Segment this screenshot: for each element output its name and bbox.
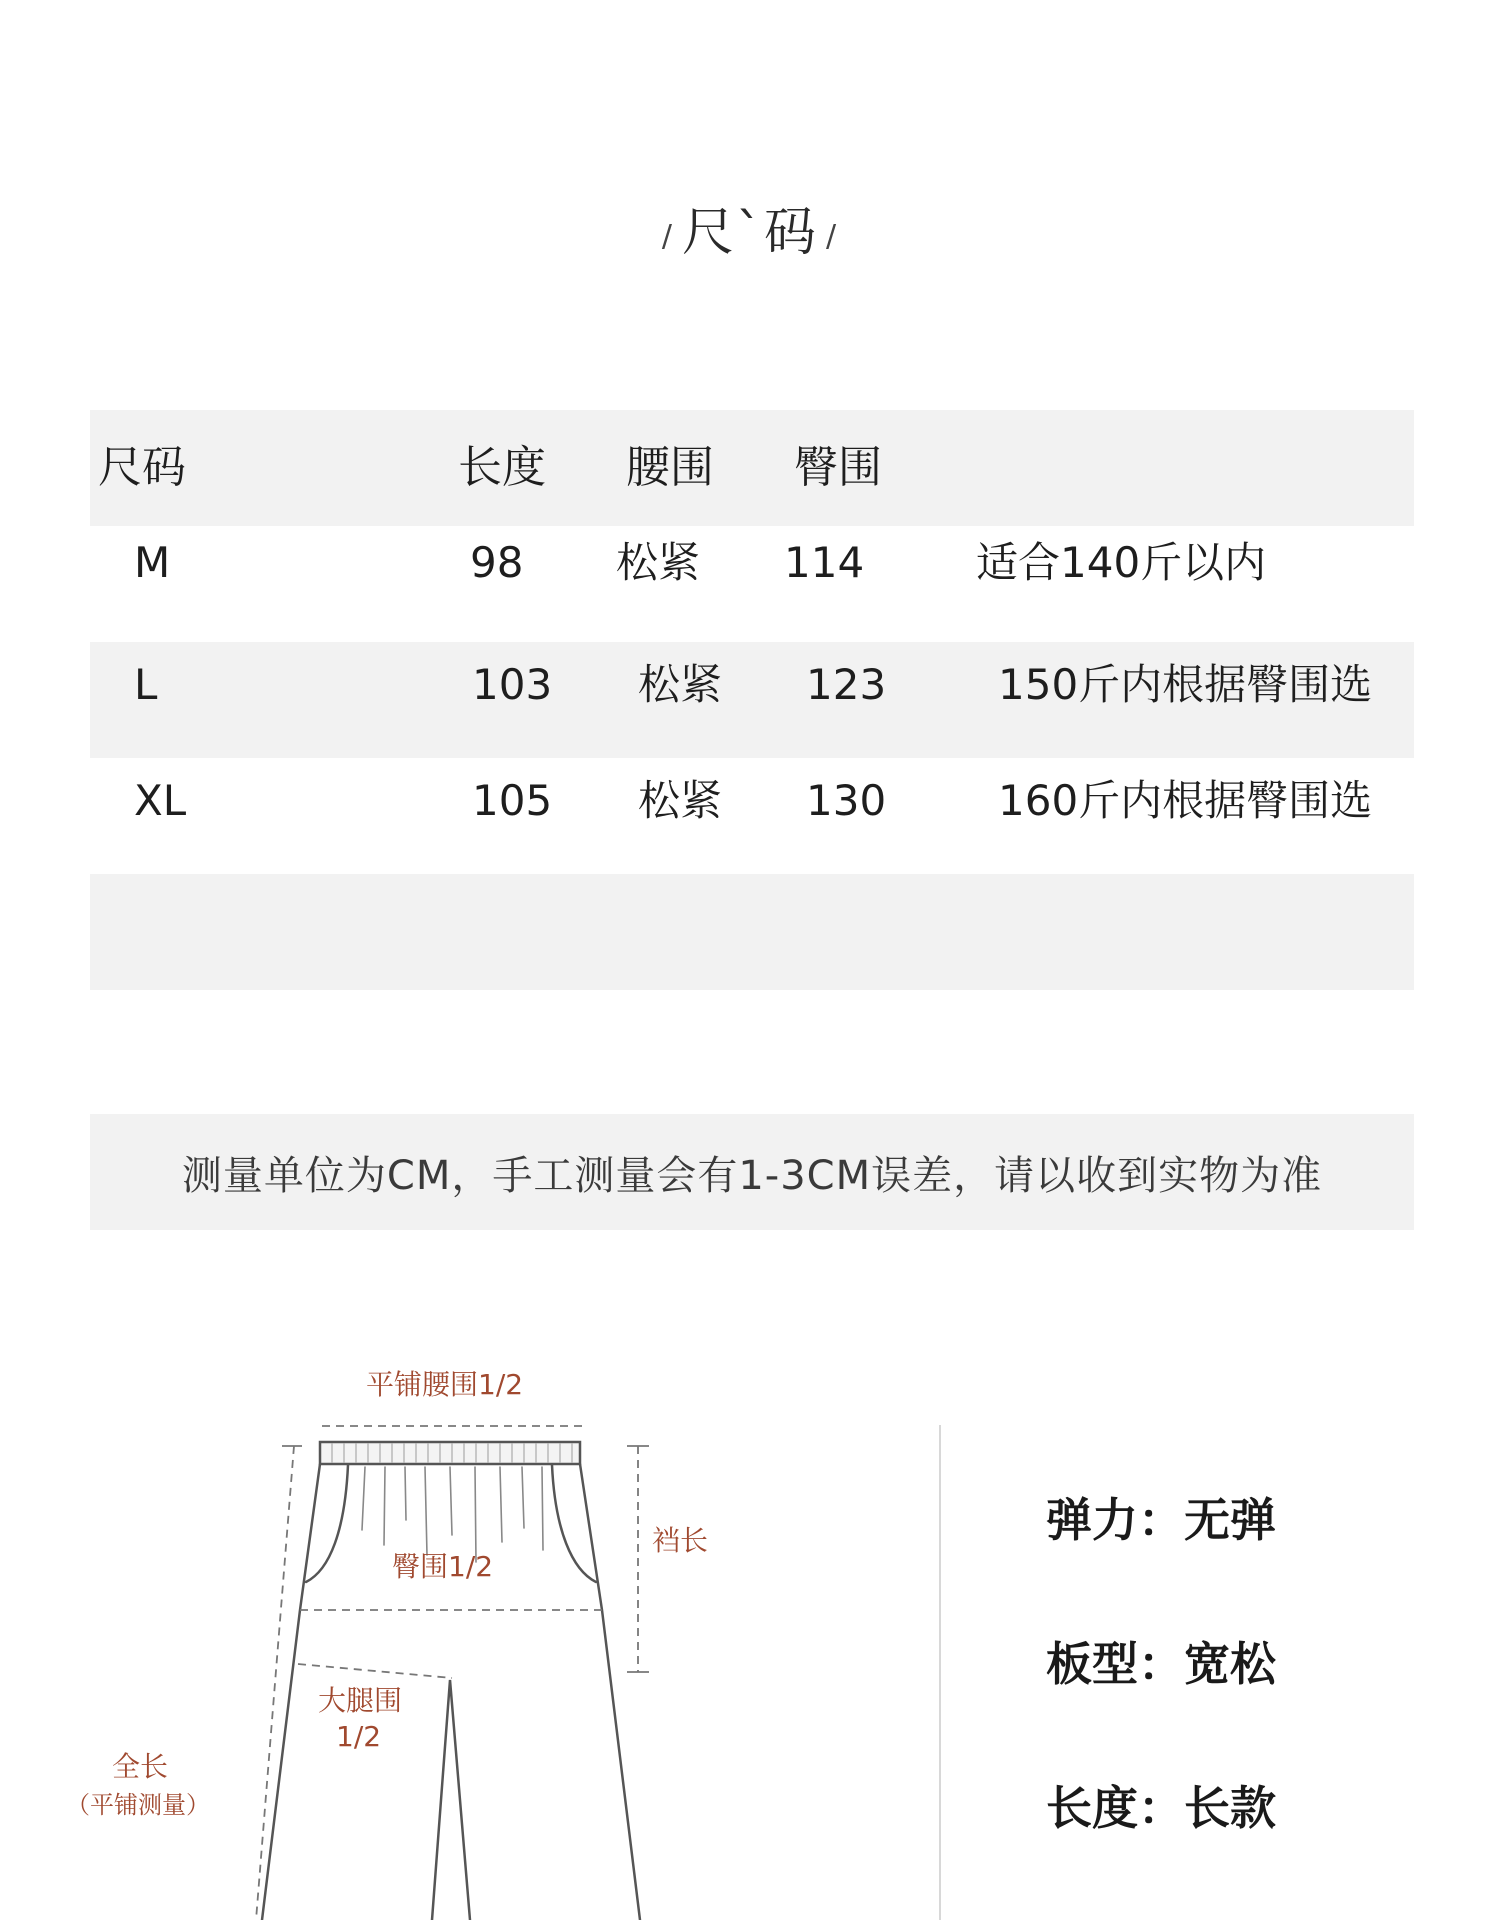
property-value: 无弹 [1184,1493,1276,1547]
hip-label: 臀围1/2 [392,1550,494,1583]
table-row-xl [90,758,1414,874]
property-label: 长度 [1046,1781,1138,1835]
table-empty-band [90,874,1414,990]
waist-label: 平铺腰围1/2 [366,1368,524,1401]
table-header-row [90,410,1414,526]
property-label: 板型 [1046,1637,1138,1691]
header-hip: 臀围 [794,442,882,493]
page-title [0,190,1500,265]
cell-length: 103 [472,660,553,709]
cell-fit: 160斤内根据臀围选 [998,776,1373,825]
property-separator: ： [1138,1781,1184,1835]
cell-fit: 150斤内根据臀围选 [998,660,1373,709]
cell-hip: 130 [806,776,887,825]
cell-hip: 114 [784,538,865,587]
length-label-line1: 全长 [112,1750,169,1783]
property-separator: ： [1138,1637,1184,1691]
cell-hip: 123 [806,660,887,709]
property-value: 宽松 [1184,1637,1276,1691]
cell-size: XL [134,776,187,825]
header-size: 尺码 [98,442,186,493]
cell-waist: 松紧 [616,538,701,587]
cell-size: M [134,538,171,587]
title-right-mark: / [826,219,839,254]
cell-fit: 适合140斤以内 [976,538,1267,587]
pants-diagram [0,1330,900,1920]
thigh-label-line2: 1/2 [336,1720,382,1753]
table-row-m [90,526,1414,642]
property-length [1046,1772,1276,1838]
header-waist: 腰围 [626,442,714,493]
measurement-note: 测量单位为CM，手工测量会有1-3CM误差，请以收到实物为准 [90,1114,1414,1230]
rise-label: 裆长 [652,1524,709,1557]
property-value: 长款 [1184,1781,1276,1835]
cell-waist: 松紧 [638,660,723,709]
vertical-divider [939,1425,941,1920]
property-elasticity [1046,1484,1276,1550]
cell-waist: 松紧 [638,776,723,825]
cell-length: 105 [472,776,553,825]
table-row-l [90,642,1414,758]
cell-size: L [134,660,158,709]
title-left-mark: / [661,219,674,254]
property-label: 弹力 [1046,1493,1138,1547]
title-text: 尺`码 [681,203,818,263]
property-fit [1046,1628,1276,1694]
cell-length: 98 [470,538,524,587]
property-separator: ： [1138,1493,1184,1547]
header-length: 长度 [458,442,546,493]
thigh-label-line1: 大腿围 [318,1684,403,1717]
length-label-line2: （平铺测量） [66,1791,210,1819]
